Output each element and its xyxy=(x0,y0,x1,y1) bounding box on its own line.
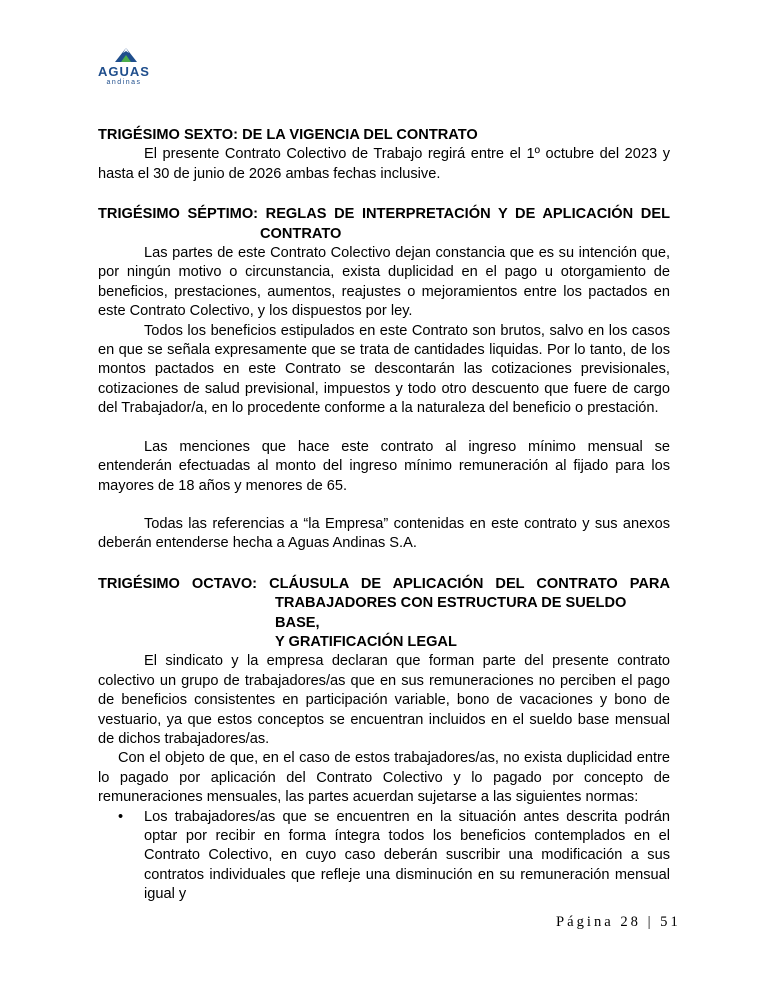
mountain-logo-icon xyxy=(115,46,137,62)
logo-sub: andinas xyxy=(106,79,142,86)
aguas-andinas-logo xyxy=(96,46,156,92)
document-body xyxy=(98,126,670,905)
section-38-heading-line-1: TRIGÉSIMO OCTAVO: CLÁUSULA DE APLICACIÓN DEL CONTRATO PARA xyxy=(98,575,670,592)
section-38-bullet-list xyxy=(98,808,670,905)
bullet-icon: • xyxy=(118,808,124,825)
section-37-heading-line-2: CONTRATO xyxy=(260,225,342,242)
bullet-text: Los trabajadores/as que se encuentren en la situación antes descrita podrán optar por recibir en forma íntegra todos los beneficios contemplados en el Contrato Colectivo, en cuyo caso deberán suscribir una modificación a sus contratos individuales que refleje una disminución en su remuneración mensual igual y xyxy=(144,808,670,903)
list-item xyxy=(98,808,670,905)
section-38 xyxy=(98,575,670,905)
section-37-paragraph-4: Todas las referencias a “la Empresa” contenidas en este contrato y sus anexos deberán entenderse hecha a Aguas Andinas S.A. xyxy=(98,515,670,552)
section-37-paragraph-2: Todos los beneficios estipulados en este Contrato son brutos, salvo en los casos en que se señala expresamente que se trata de cantidades liquidas. Por lo tanto, de los montos pactados en este Contrato se descontarán las cotizaciones previsionales, cotizaciones de salud previsional, impuestos y todo otro descuento que fuere de cargo del Trabajador/a, en lo procedente conforme a la naturaleza del beneficio o prestación. xyxy=(98,322,670,417)
section-37-paragraph-3: Las menciones que hace este contrato al ingreso mínimo mensual se entenderán efectuadas al monto del ingreso mínimo remuneración al fijado para los mayores de 18 años y menores de 65. xyxy=(98,438,670,494)
section-36-paragraph-1: El presente Contrato Colectivo de Trabajo regirá entre el 1º octubre del 2023 y hasta el 30 de junio de 2026 ambas fechas inclusive. xyxy=(98,146,670,182)
logo-name: AGUAS xyxy=(98,64,150,79)
section-38-paragraph-1: El sindicato y la empresa declaran que forman parte del presente contrato colectivo un grupo de trabajadores/as que en sus remuneraciones no perciben el pago de beneficios consistentes en participación variable, bono de vacaciones y bono de vestuario, ya que estos conceptos se encuentran incluidos en el sueldo base mensual de dichos trabajadores/as. xyxy=(98,653,670,747)
section-37 xyxy=(98,205,670,554)
section-38-heading-line-2: TRABAJADORES CON ESTRUCTURA DE SUELDO BASE, xyxy=(275,595,627,631)
section-38-heading-line-3: Y GRATIFICACIÓN LEGAL xyxy=(275,633,457,650)
section-37-paragraph-1: Las partes de este Contrato Colectivo dejan constancia que es su intención que, por ningún motivo o circunstancia, exista duplicidad en el pago u otorgamiento de beneficios, prestaciones, aumentos, reajustes o mejoramientos entre los pactados en este Contrato Colectivo, y los dispuestos por ley. xyxy=(98,245,670,320)
section-38-paragraph-2: Con el objeto de que, en el caso de estos trabajadores/as, no exista duplicidad entre lo pagado por aplicación del Contrato Colectivo y lo pagado por concepto de remuneraciones mensuales, las partes acuerdan sujetarse a las siguientes normas: xyxy=(98,750,670,806)
section-37-heading-line-1: TRIGÉSIMO SÉPTIMO: REGLAS DE INTERPRETACIÓN Y DE APLICACIÓN DEL xyxy=(98,206,670,223)
page-number: Página 28 | 51 xyxy=(556,914,681,930)
section-36-heading: TRIGÉSIMO SEXTO: DE LA VIGENCIA DEL CONTRATO xyxy=(98,127,478,143)
